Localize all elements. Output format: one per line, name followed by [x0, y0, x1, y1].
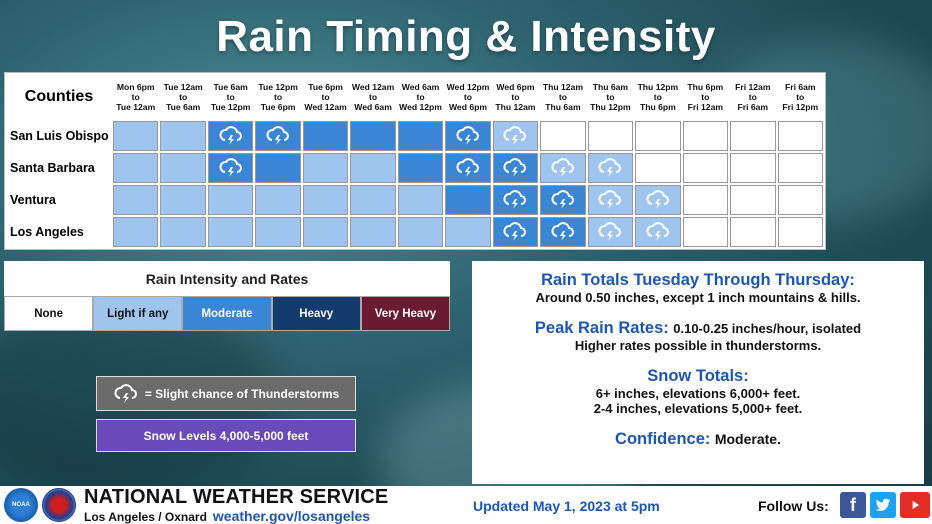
intensity-cell [635, 185, 680, 215]
intensity-cell [635, 153, 680, 183]
thunderstorm-icon [218, 157, 244, 179]
thunderstorm-icon [265, 125, 291, 147]
follow-us-label: Follow Us: [758, 498, 829, 514]
intensity-cell [160, 185, 205, 215]
intensity-cell [778, 153, 823, 183]
nws-logo [42, 488, 76, 522]
period-header: Wed 6am to Wed 12pm [398, 75, 443, 119]
intensity-cell [540, 121, 585, 151]
intensity-cell [398, 121, 443, 151]
snow-totals-line1: 6+ inches, elevations 6,000+ feet. [595, 386, 801, 401]
intensity-cell [113, 153, 158, 183]
period-header: Wed 6pm to Thu 12am [493, 75, 538, 119]
thunderstorm-icon [550, 157, 576, 179]
thunderstorm-icon [550, 221, 576, 243]
intensity-cell [588, 217, 633, 247]
thunderstorm-icon [597, 189, 623, 211]
intensity-cell [588, 153, 633, 183]
confidence-heading: Confidence: [615, 430, 711, 448]
period-header: Tue 12am to Tue 6am [160, 75, 205, 119]
intensity-cell [493, 153, 538, 183]
peak-rates-heading: Peak Rain Rates: [534, 319, 669, 337]
intensity-cell [540, 217, 585, 247]
intensity-cell [635, 121, 680, 151]
intensity-cell [113, 121, 158, 151]
period-header: Tue 12pm to Tue 6pm [255, 75, 300, 119]
intensity-cell [255, 185, 300, 215]
legend-none: None [4, 296, 93, 331]
intensity-cell [350, 121, 395, 151]
intensity-cell [588, 185, 633, 215]
intensity-cell [683, 121, 728, 151]
intensity-cell [255, 217, 300, 247]
county-label: Santa Barbara [7, 153, 111, 183]
intensity-cell [208, 121, 253, 151]
intensity-cell [303, 185, 348, 215]
legend-heavy: Heavy [272, 296, 361, 331]
peak-rates-text: 0.10-0.25 inches/hour, isolated [673, 321, 862, 336]
confidence-value: Moderate. [714, 431, 781, 447]
intensity-cell [730, 185, 775, 215]
thunderstorm-icon [502, 221, 528, 243]
intensity-legend [4, 261, 450, 331]
youtube-icon[interactable] [900, 492, 930, 518]
intensity-cell [540, 153, 585, 183]
thunderstorm-icon [597, 221, 623, 243]
intensity-cell [730, 217, 775, 247]
rain-totals-text: Around 0.50 inches, except 1 inch mountains & hills. [535, 290, 861, 305]
intensity-cell [540, 185, 585, 215]
period-header: Fri 6am to Fri 12pm [778, 75, 823, 119]
period-header: Thu 12am to Thu 6am [540, 75, 585, 119]
intensity-cell [683, 217, 728, 247]
intensity-cell [303, 153, 348, 183]
intensity-cell [160, 217, 205, 247]
intensity-cell [398, 185, 443, 215]
intensity-cell [303, 121, 348, 151]
county-label: San Luis Obispo [7, 121, 111, 151]
website-link[interactable]: weather.gov/losangeles [212, 508, 371, 524]
intensity-cell [113, 185, 158, 215]
peak-rates-text2: Higher rates possible in thunderstorms. [574, 338, 822, 353]
period-header: Thu 6am to Thu 12pm [588, 75, 633, 119]
intensity-cell [160, 121, 205, 151]
intensity-cell [778, 217, 823, 247]
intensity-cell [445, 217, 490, 247]
info-panel [472, 261, 924, 484]
intensity-cell [350, 185, 395, 215]
snow-totals-line2: 2-4 inches, elevations 5,000+ feet. [593, 401, 803, 416]
intensity-cell [303, 217, 348, 247]
legend-title: Rain Intensity and Rates [145, 270, 309, 287]
intensity-cell [730, 153, 775, 183]
intensity-cell [445, 153, 490, 183]
intensity-cell [778, 185, 823, 215]
intensity-cell [160, 153, 205, 183]
snow-levels-box: Snow Levels 4,000-5,000 feet [96, 419, 356, 452]
intensity-cell [493, 217, 538, 247]
intensity-cell [350, 153, 395, 183]
period-header: Tue 6pm to Wed 12am [303, 75, 348, 119]
intensity-cell [208, 217, 253, 247]
noaa-logo: NOAA [4, 488, 38, 522]
facebook-icon[interactable]: f [840, 492, 866, 518]
thunderstorm-key-text: = Slight chance of Thunderstorms [144, 386, 340, 401]
intensity-cell [113, 217, 158, 247]
legend-row [4, 296, 450, 331]
intensity-cell [493, 121, 538, 151]
period-header: Wed 12am to Wed 6am [350, 75, 395, 119]
intensity-cell [493, 185, 538, 215]
intensity-cell [208, 185, 253, 215]
nws-branding [84, 487, 388, 523]
intensity-cell [208, 153, 253, 183]
intensity-cell [778, 121, 823, 151]
county-label: Ventura [7, 185, 111, 215]
thunderstorm-icon [218, 125, 244, 147]
period-header: Fri 12am to Fri 6am [730, 75, 775, 119]
period-header: Mon 6pm to Tue 12am [113, 75, 158, 119]
legend-light: Light if any [93, 296, 182, 331]
intensity-cell [255, 121, 300, 151]
thunderstorm-icon [455, 125, 481, 147]
intensity-cell [588, 121, 633, 151]
updated-timestamp: Updated May 1, 2023 at 5pm [473, 498, 660, 514]
intensity-cell [255, 153, 300, 183]
thunderstorm-icon [645, 221, 671, 243]
period-header: Thu 12pm to Thu 6pm [635, 75, 680, 119]
intensity-cell [398, 153, 443, 183]
period-header: Thu 6pm to Fri 12am [683, 75, 728, 119]
thunderstorm-icon [502, 189, 528, 211]
intensity-cell [683, 185, 728, 215]
office-name: Los Angeles / Oxnard [84, 510, 207, 524]
legend-moderate: Moderate [182, 296, 271, 331]
intensity-cell [445, 121, 490, 151]
rain-totals-heading: Rain Totals Tuesday Through Thursday: [541, 271, 855, 289]
thunderstorm-icon [645, 189, 671, 211]
thunderstorm-icon [113, 383, 139, 405]
period-header: Tue 6am to Tue 12pm [208, 75, 253, 119]
intensity-cell [730, 121, 775, 151]
rain-timing-table [4, 72, 826, 250]
thunderstorm-icon [455, 157, 481, 179]
page-title: Rain Timing & Intensity [216, 12, 716, 61]
legend-very-heavy: Very Heavy [361, 296, 450, 331]
intensity-cell [683, 153, 728, 183]
thunderstorm-icon [597, 157, 623, 179]
county-label: Los Angeles [7, 217, 111, 247]
footer [0, 486, 932, 524]
twitter-icon[interactable] [870, 492, 896, 518]
thunderstorm-icon [502, 157, 528, 179]
intensity-cell [398, 217, 443, 247]
thunderstorm-icon [502, 125, 528, 147]
intensity-cell [350, 217, 395, 247]
org-name: NATIONAL WEATHER SERVICE [84, 486, 389, 508]
snow-totals-heading: Snow Totals: [647, 367, 749, 385]
intensity-cell [635, 217, 680, 247]
period-header: Wed 12pm to Wed 6pm [445, 75, 490, 119]
thunderstorm-icon [550, 189, 576, 211]
intensity-cell [445, 185, 490, 215]
counties-header: Counties [7, 75, 111, 119]
thunderstorm-key [96, 376, 356, 411]
